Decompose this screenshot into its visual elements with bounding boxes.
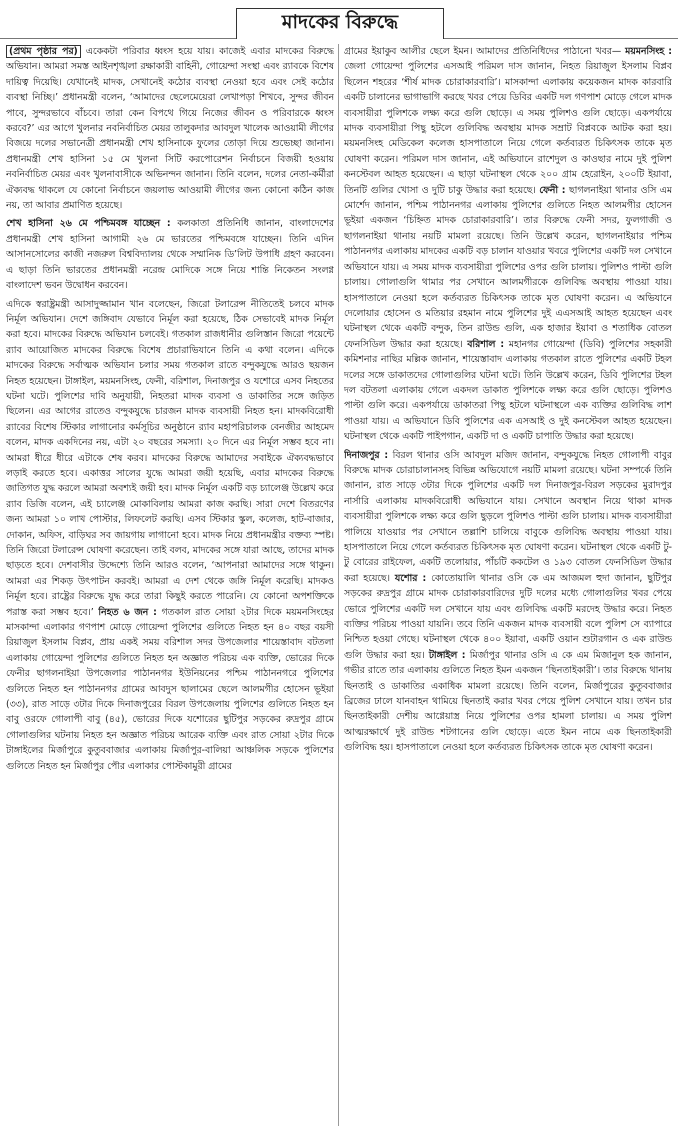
section-heading: যশোর : — [394, 572, 427, 584]
section-body: জেলা গোয়েন্দা পুলিশের এসআই পরিমল দাস জানান, নিহত রিয়াজুল ইসলাম বিপ্লব ছিলেন শহরের ‘শীর্ষ মাদক চোরাকারবারি’। মাসকান্দা এলাকায় কয়েকজন মাদক কারবারি একটি চালানের ভাগাভাগি করছে খবর পেয়ে ডিবির একটি দল গণপাশ মোড়ে গেলে মাদক ব্যবসায়ীরা পুলিশকে লক্ষ্য করে গুলি ছোড়ে। এ সময় পুলিশও গুলি ছোড়ে। একপর্যায়ে মাদক ব্যবসায়ীরা পিছু হটলে গুলিবিদ্ধ অবস্থায় মাদক সম্রাট বিপ্লবকে আটক করা হয়। ময়মনসিংহ মেডিকেল কলেজ হাসপাতালে নিয়ে গেলে কর্তব্যরত চিকিৎসক তাকে মৃত ঘোষণা করেন। পরিমল দাস জানান, এই অভিযানে রাশেদুল ও কাওছার নামে দুই পুলিশ কনস্টেবল আহত হয়েছেন। এ ছাড়া ঘটনাস্থল থেকে ২০০ গ্রাম হেরোইন, ২০০টি ইয়াবা, তিনটি গুলির খোসা ও দুটি চাকু উদ্ধার করা হয়েছে। — [344, 61, 672, 196]
column-divider — [338, 44, 339, 1126]
section-heading: শেখ হাসিনা ২৬ মে পশ্চিমবঙ্গ যাচ্ছেন : — [6, 218, 171, 230]
article-column-left — [6, 44, 334, 1126]
section-body: কলকাতা প্রতিনিধি জানান, বাংলাদেশের প্রধানমন্ত্রী শেখ হাসিনা আগামী ২৬ মে ভারতের পশ্চিমবঙ্গে যাচ্ছেন। তিনি এদিন আসানসোলের কাজী নজরুল বিশ্ববিদ্যালয় থেকে সম্মানিক ডি’লিট উপাধি গ্রহণ করবেন। এ ছাড়া তিনি ভারতের প্রধানমন্ত্রী নরেন্দ্র মোদিকে সঙ্গে নিয়ে শান্তি নিকেতন সংলগ্ন বাংলাদেশ ভবন উদ্বোধন করবেন। — [6, 218, 334, 292]
section-heading: দিনাজপুর : — [344, 449, 389, 461]
section-body: কোতোয়ালি থানার ওসি কে এম আজমল হুদা জানান, ছুটিপুর সড়কের রুদ্রপুর গ্রামে মাদক চোরাকারবারিদের দুটি দলের মধ্যে গোলাগুলির খবর পেয়ে ভোরে পুলিশের একটি দল সেখানে যায় এবং গুলিবিদ্ধ একটি মরদেহ উদ্ধার করে। নিহত ব্যক্তির পরিচয় পাওয়া যায়নি। তবে তিনি একজন মাদক ব্যবসায়ী বলে পুলিশ সে ব্যাপারে নিশ্চিত হওয়া গেছে। ঘটনাস্থল থেকে ৪০০ ইয়াবা, একটি ওয়ান শুটারগান ও এক রাউন্ড গুলি উদ্ধার করা হয়। — [344, 572, 672, 661]
continued-from-kicker: (প্রথম পৃষ্ঠার পর) — [6, 45, 81, 58]
section-heading: ফেনী : — [539, 184, 566, 196]
lead-body: একেকটা পরিবার ধ্বংস হয়ে যায়। কাজেই এবার মাদকের বিরুদ্ধে অভিযান। আমরা সমস্ত আইনশৃঙ্খলা রক্ষাকারী বাহিনী, গোয়েন্দা সংস্থা এবং র‍্যাবকে বিশেষ দায়িত্ব দিয়েছি। যেখানেই মাদক, সেখানেই কঠোর ব্যবস্থা নেওয়া হবে এবং সেই কঠোর ব্যবস্থা নিচ্ছি।’ প্রধানমন্ত্রী বলেন, ‘আমাদের ছেলেমেয়েরা লেখাপড়া শিখবে, সুন্দর জীবন পাবে, সুন্দরভাবে বাঁচবে। তারা কেন বিপথে গিয়ে নিজের জীবন ও পরিবারকে ধ্বংস করবে?’ এর আগে খুলনার নবনির্বাচিত মেয়র তালুকদার আবদুল খালেক আওয়ামী লীগের বিজয়ে দলের সভানেত্রী প্রধানমন্ত্রী শেখ হাসিনাকে ফুলের তোড়া দিয়ে শুভেচ্ছা জানান। প্রধানমন্ত্রী শেখ হাসিনা ১৫ মে খুলনা সিটি করপোরেশন নির্বাচনে বিজয়ী হওয়ায় নবনির্বাচিত মেয়র এবং খুলনাবাসীকে অভিনন্দন জানান। তিনি বলেন, দলের নেতা-কর্মীরা ঐক্যবদ্ধ থাকলে যে কোনো নির্বাচনে জয়লাভ আওয়ামী লীগের জন্য কোনো কঠিন কাজ নয়, তা আবার প্রমাণিত হয়েছে। — [6, 46, 334, 212]
section-dinajpur — [344, 448, 672, 756]
continued-body: গ্রামের ইয়াকুব আলীর ছেলে ইমন। আমাদের প্রতিনিধিদের পাঠানো খবর— — [344, 46, 622, 57]
section-body: মহানগর গোয়েন্দা (ডিবি) পুলিশের সহকারী কমিশনার নাছির মল্লিক জানান, শায়েস্তাবাদ এলাকায় গতকাল রাতে পুলিশের একটি টহল দলের সঙ্গে ডাকাতদের গোলাগুলির ঘটনা ঘটে। তিনি উল্লেখ করেন, ডিবি পুলিশের টহল দল বটতলা এলাকায় গেলে একদল ডাকাত পুলিশকে লক্ষ্য করে গুলি ছোড়ে। পুলিশও পাল্টা গুলি করে। একপর্যায়ে ডাকাতরা পিছু হটলে ঘটনাস্থলে এক ব্যক্তির গুলিবিদ্ধ লাশ পাওয়া যায়। এ অভিযানে ডিবি পুলিশের এক এসআই ও দুই কনস্টেবল আহত হয়েছেন। ঘটনাস্থল থেকে একটি পাইপগান, একটি দা ও একটি চাপাতি উদ্ধার করা হয়েছে। — [344, 338, 672, 443]
lead-paragraph — [6, 44, 334, 213]
section-heading: টাঙ্গাইল : — [428, 649, 466, 661]
section-home-minister — [6, 297, 334, 775]
section-heading: ময়মনসিংহ : — [625, 46, 672, 57]
page-title: মাদকের বিরুদ্ধে — [236, 8, 444, 39]
section-body: গতকাল রাত সোয়া ২টার দিকে ময়মনসিংহের মাসকান্দা এলাকার গণপাশ মোড়ে গোয়েন্দা পুলিশের গুলিতে নিহত হন ৪০ বছর বয়সী রিয়াজুল ইসলাম বিপ্লব, প্রায় একই সময় বরিশাল সদর উপজেলার শায়েস্তাবাদ বটতলা এলাকায় গোয়েন্দা পুলিশের গুলিতে নিহত হন অজ্ঞাত পরিচয় এক ব্যক্তি, ভোরের দিকে ফেনীর ছাগলনাইয়া উপজেলার পাঠাননগর ইউনিয়নের পশ্চিম পাঠাননগরে পুলিশের গুলিতে নিহত হন পাঠাননগর গ্রামের আবদুস ছালামের ছেলে আলমগীর হোসেন ভূইয়া (৩৩), রাত সাড়ে ৩টার দিকে দিনাজপুরের বিরল উপজেলায় পুলিশের গুলিতে নিহত হন বাবু ওরফে গোলাপী বাবু (৪৫), ভোরের দিকে যশোরের ছুটিপুর সড়কের রুদ্রপুর গ্রামে গোলাগুলির ঘটনায় নিহত হন অজ্ঞাত পরিচয় আরেক ব্যক্তি এবং রাত সোয়া ২টার দিকে টাঙ্গাইলের মির্জাপুরে কুতুববাজার এলাকায় মির্জাপুর-বালিয়া আঞ্চলিক সড়কে পুলিশের গুলিতে নিহত হন মির্জাপুর পৌর এলাকার পোস্টকামুরী গ্রামের — [6, 606, 334, 772]
section-heading: নিহত ৬ জন : — [98, 606, 157, 618]
section-body: ছাগলনাইয়া থানার ওসি এম মোর্শেদ জানান, পশ্চিম পাঠাননগর এলাকায় পুলিশের গুলিতে নিহত আলমগীর হোসেন ভূইয়া একজন ‘চিহ্নিত মাদক চোরাকারবারি’। তার বিরুদ্ধে ফেনী সদর, ফুলগাজী ও ছাগলনাইয়া থানায় নয়টি মামলা রয়েছে। তিনি উল্লেখ করেন, ছাগলনাইয়ার পশ্চিম পাঠাননগর এলাকায় মাদকের একটি বড় চালান যাওয়ার খবরে পুলিশের একটি দল সেখানে অভিযানে যায়। এ সময় মাদক ব্যবসায়ীরা পুলিশের ওপর গুলি চালায়। পুলিশও পাল্টা গুলি চালায়। গোলাগুলি থামার পর সেখানে আলমগীরকে গুলিবিদ্ধ অবস্থায় পাওয়া যায়। হাসপাতালে নেওয়া হলে কর্তব্যরত চিকিৎসক তাকে মৃত ঘোষণা করেন। এ অভিযানে দেলোয়ার হোসেন ও মতিয়ার রহমান নামে পুলিশের দুই এএসআই আহত হয়েছেন এবং ঘটনাস্থল থেকে একটি বন্দুক, তিন রাউন্ড গুলি, এক হাজার ইয়াবা ও শতাধিক বোতল ফেনসিডিল উদ্ধার করা হয়েছে। — [344, 184, 672, 350]
section-mymensingh — [344, 44, 672, 445]
section-body: বিরল থানার ওসি আবদুল মজিদ জানান, বন্দুকযুদ্ধে নিহত গোলাপী বাবুর বিরুদ্ধে মাদক চোরাচালানসহ বিভিন্ন অভিযোগে নয়টি মামলা রয়েছে। ঘটনা সম্পর্কে তিনি জানান, রাত সাড়ে ৩টার দিকে পুলিশের একটি দল দিনাজপুর-বিরল সড়কের মুরাদপুর নার্সারি এলাকায় মাদকবিরোধী অভিযানে যায়। সেখানে অবস্থান নিয়ে থাকা মাদক ব্যবসায়ীরা পুলিশকে লক্ষ্য করে গুলি ছুড়লে পুলিশও পাল্টা গুলি চালায়। মাদক ব্যবসায়ীরা পালিয়ে যাওয়ার পর সেখানে তল্লাশি চালিয়ে বাবুকে গুলিবিদ্ধ অবস্থায় পাওয়া যায়। হাসপাতালে নিয়ে গেলে কর্তব্যরত চিকিৎসক মৃত ঘোষণা করেন। ঘটনাস্থল থেকে একটি টু-টু বোরের রাইফেল, একটি তলোয়ার, পাঁচটি ককটেল ও ১৯৩ বোতল ফেনসিডিল উদ্ধার করা হয়েছে। — [344, 449, 672, 584]
section-body: মির্জাপুর থানার ওসি এ কে এম মিজানুল হক জানান, গভীর রাতে তার এলাকায় গুলিতে নিহত ইমন একজন ‘ছিনতাইকারী’। তার বিরুদ্ধে থানায় ছিনতাই ও ডাকাতির একাধিক মামলা রয়েছে। তিনি বলেন, মির্জাপুরের কুতুববাজার ব্রিজের ঢালে যানবাহন থামিয়ে ছিনতাই করার খবর পেয়ে পুলিশ সেখানে যায়। তখন চার ছিনতাইকারী দেশীয় আগ্নেয়াস্ত্র নিয়ে পুলিশের ওপর হামলা চালায়। এ সময় পুলিশ আত্মরক্ষার্থে দুই রাউন্ড শটগানের গুলি ছোড়ে। এতে ইমন নামে এক ছিনতাইকারী গুলিবিদ্ধ হয়। হাসপাতালে নেওয়া হলে কর্তব্যরত চিকিৎসক তাকে মৃত ঘোষণা করেন। — [344, 649, 672, 754]
section-heading: বরিশাল : — [467, 338, 505, 350]
section-sheikh-hasina — [6, 216, 334, 293]
section-body: এদিকে স্বরাষ্ট্রমন্ত্রী আসাদুজ্জামান খান বলেছেন, জিরো টলারেন্স নীতিতেই চলবে মাদক নির্মূল অভিযান। দেশে জঙ্গিবাদ যেভাবে নির্মূল করা হয়েছে, ঠিক সেভাবেই মাদক নির্মূল করা হবে। মাদকের বিরুদ্ধে অভিযান চলবেই। গতকাল রাজধানীর গুলিস্তান জিরো পয়েন্টে র‍্যাব আয়োজিত মাদকের বিরুদ্ধে বিশেষ প্রচারাভিযানে তিনি এ কথা বলেন। এদিকে মাদকের বিরুদ্ধে সর্বাত্মক অভিযান চলার সময় গতকাল রাতে বন্দুকযুদ্ধে আরও ছয়জন নিহত হয়েছেন। টাঙ্গাইল, ময়মনসিংহ, ফেনী, বরিশাল, দিনাজপুর ও যশোরে এসব নিহতের ঘটনা ঘটে। পুলিশের দাবি অনুযায়ী, নিহতরা মাদক ব্যবসা ও ডাকাতির সঙ্গে জড়িত ছিলেন। এর আগের রাতেও বন্দুকযুদ্ধে চারজন মাদক ব্যবসায়ী নিহত হন। মাদকবিরোধী র‍্যাবের বিশেষ স্টিকার লাগানোর কর্মসূচির অনুষ্ঠানে র‍্যাব মহাপরিচালক বেনজীর আহমেদ বলেন, মাদক একদিনের নয়, এটা ২০ বছরের সমস্যা। ২০ দিনে এর নির্মূল সম্ভব হবে না। আমরা ধীরে ধীরে এটাকে শেষ করব। মাদকের বিরুদ্ধে আমাদের সবাইকে ঐক্যবদ্ধভাবে লড়াই করতে হবে। একাত্তর সালের যুদ্ধে আমরা জয়ী হয়েছি, এবার মাদকের বিরুদ্ধে জাতিগত যুদ্ধ করলে আমরা অবশ্যই জয়ী হব। মাদক নির্মূল একটি বড় চ্যালেঞ্জ উল্লেখ করে র‍্যাব ডিজি বলেন, এই চ্যালেঞ্জ মোকাবিলায় আমরা কাজ করছি। সারা দেশে বিতরণের জন্য আমরা ১০ লাখ পোস্টার, লিফলেট করছি। এসব স্টিকার স্কুল, কলেজ, হাট-বাজার, দোকান, অফিস, বাড়িঘর সব জায়গায় লাগানো হবে। মাদক নিয়ে প্রধানমন্ত্রীর বক্তব্য স্পষ্ট। তিনি জিরো টলারেন্স ঘোষণা করেছেন। তাই বলব, মাদকের সঙ্গে যারা আছে, তাদের মাদক ছাড়তে হবে। দেশবাসীর উদ্দেশ্যে তিনি আরও বলেন, ‘আপনারা আমাদের সঙ্গে থাকুন। আমরা এর শিকড় উৎপাটন করবই। আমরা এ দেশ থেকে জঙ্গি নির্মূল করেছি। মাদকও নির্মূল হবে। রাষ্ট্রের বিরুদ্ধে যুদ্ধ করে তারা কিছুই করতে পারেনি। যে কোনো অপশক্তিকে পরাস্ত করা সম্ভব হবে।’ — [6, 298, 334, 618]
article-column-right — [344, 44, 672, 1126]
